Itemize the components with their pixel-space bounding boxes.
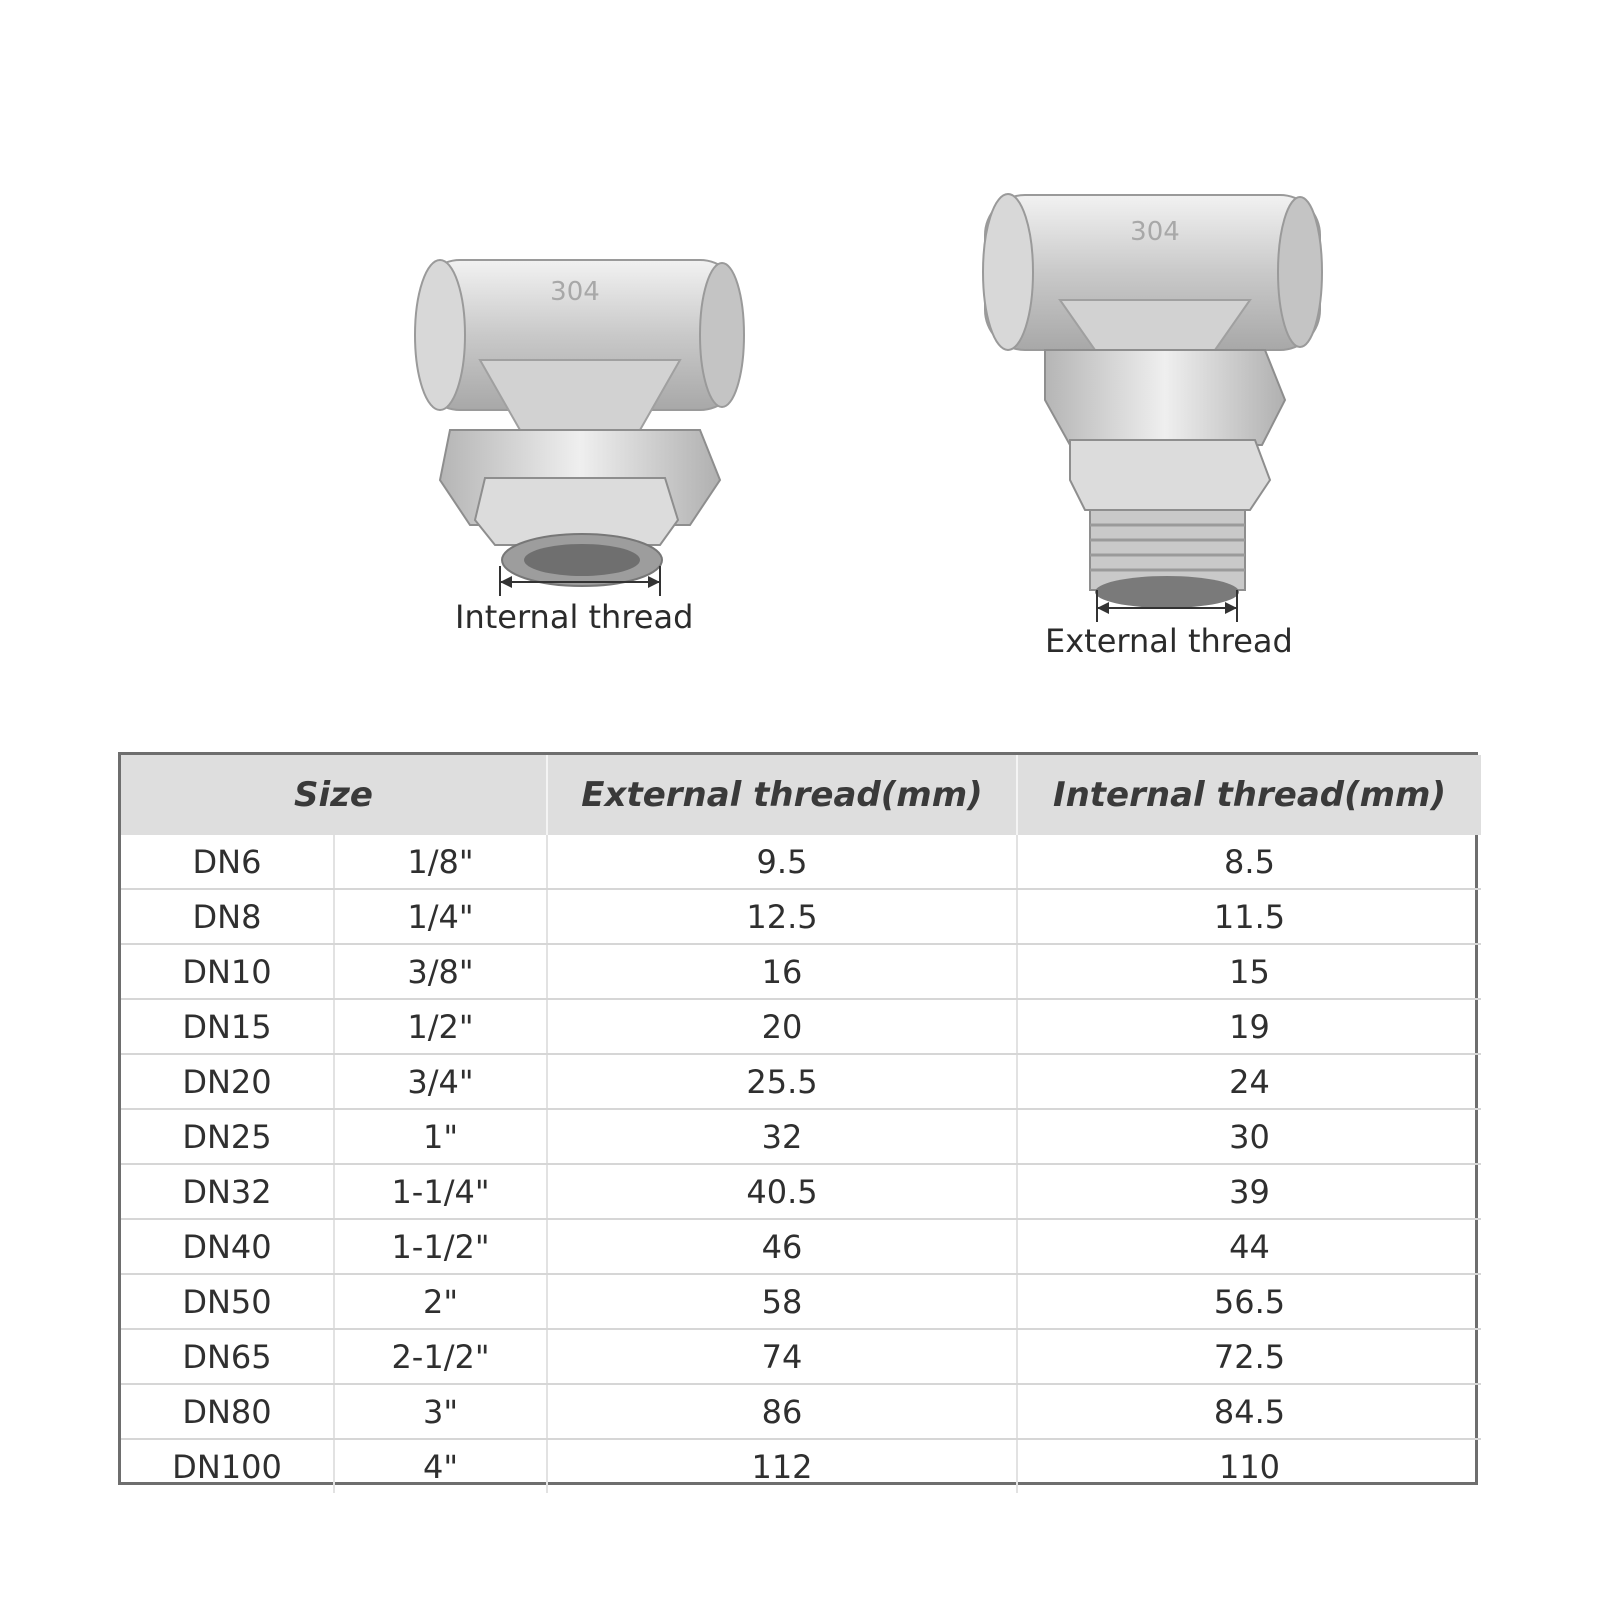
cell-external: 9.5 (547, 835, 1017, 889)
cell-inch: 3" (334, 1384, 547, 1439)
header-internal-thread: Internal thread(mm) (1017, 755, 1481, 835)
cell-external: 16 (547, 944, 1017, 999)
cell-external: 32 (547, 1109, 1017, 1164)
cell-internal: 44 (1017, 1219, 1481, 1274)
cell-external: 20 (547, 999, 1017, 1054)
cell-inch: 1/4" (334, 889, 547, 944)
table-row (121, 1439, 1481, 1493)
header-size: Size (121, 755, 547, 835)
cell-inch: 1/8" (334, 835, 547, 889)
table-row (121, 999, 1481, 1054)
cell-inch: 3/4" (334, 1054, 547, 1109)
cell-dn: DN50 (121, 1274, 334, 1329)
cell-external: 58 (547, 1274, 1017, 1329)
cell-inch: 1-1/2" (334, 1219, 547, 1274)
cell-internal: 24 (1017, 1054, 1481, 1109)
table-row (121, 1164, 1481, 1219)
table-row (121, 1384, 1481, 1439)
cell-internal: 72.5 (1017, 1329, 1481, 1384)
header-external-thread: External thread(mm) (547, 755, 1017, 835)
product-photos (0, 0, 1601, 700)
cell-internal: 110 (1218, 1447, 1281, 1486)
cell-internal: 84.5 (1017, 1384, 1481, 1439)
internal-thread-fitting (415, 260, 744, 596)
table-row (121, 1219, 1481, 1274)
cell-dn: DN8 (121, 889, 334, 944)
stamp-304-left: 304 (550, 277, 600, 307)
table-header-row (121, 755, 1481, 835)
table-row (121, 1329, 1481, 1384)
cell-external: 25.5 (547, 1054, 1017, 1109)
table-body (121, 835, 1481, 1493)
external-thread-caption: External thread (1045, 622, 1293, 660)
cell-inch: 1" (334, 1109, 547, 1164)
cell-internal: 30 (1017, 1109, 1481, 1164)
cell-inch: 2" (334, 1274, 547, 1329)
cell-dn: DN6 (121, 835, 334, 889)
cell-inch: 4" (334, 1439, 547, 1493)
cell-dn: DN10 (121, 944, 334, 999)
cell-dn: DN20 (121, 1054, 334, 1109)
table-row (121, 835, 1481, 889)
thread-size-table (121, 755, 1481, 1493)
cell-dn: DN32 (121, 1164, 334, 1219)
cell-inch: 2-1/2" (334, 1329, 547, 1384)
table-row (121, 889, 1481, 944)
stamp-304-right: 304 (1130, 217, 1180, 247)
cell-inch: 1/2" (334, 999, 547, 1054)
cell-dn: DN100 (121, 1439, 334, 1493)
cell-internal: 11.5 (1017, 889, 1481, 944)
size-table (118, 752, 1478, 1485)
cell-external: 86 (547, 1384, 1017, 1439)
cell-external: 74 (547, 1329, 1017, 1384)
table-row (121, 1274, 1481, 1329)
cell-external: 46 (547, 1219, 1017, 1274)
external-thread-fitting (983, 194, 1322, 622)
cell-internal: 39 (1017, 1164, 1481, 1219)
cell-dn: DN80 (121, 1384, 334, 1439)
internal-thread-caption: Internal thread (455, 598, 694, 636)
table-row (121, 944, 1481, 999)
cell-internal: 56.5 (1017, 1274, 1481, 1329)
cell-internal: 15 (1017, 944, 1481, 999)
cell-external: 12.5 (547, 889, 1017, 944)
cell-internal: 19 (1017, 999, 1481, 1054)
cell-dn: DN25 (121, 1109, 334, 1164)
cell-inch: 1-1/4" (334, 1164, 547, 1219)
table-row (121, 1109, 1481, 1164)
cell-dn: DN65 (121, 1329, 334, 1384)
cell-external: 40.5 (547, 1164, 1017, 1219)
cell-inch: 3/8" (334, 944, 547, 999)
union-tee-illustrations (0, 0, 1601, 700)
cell-internal: 8.5 (1017, 835, 1481, 889)
table-row (121, 1054, 1481, 1109)
cell-dn: DN15 (121, 999, 334, 1054)
cell-external: 112 (547, 1439, 1017, 1493)
cell-dn: DN40 (121, 1219, 334, 1274)
